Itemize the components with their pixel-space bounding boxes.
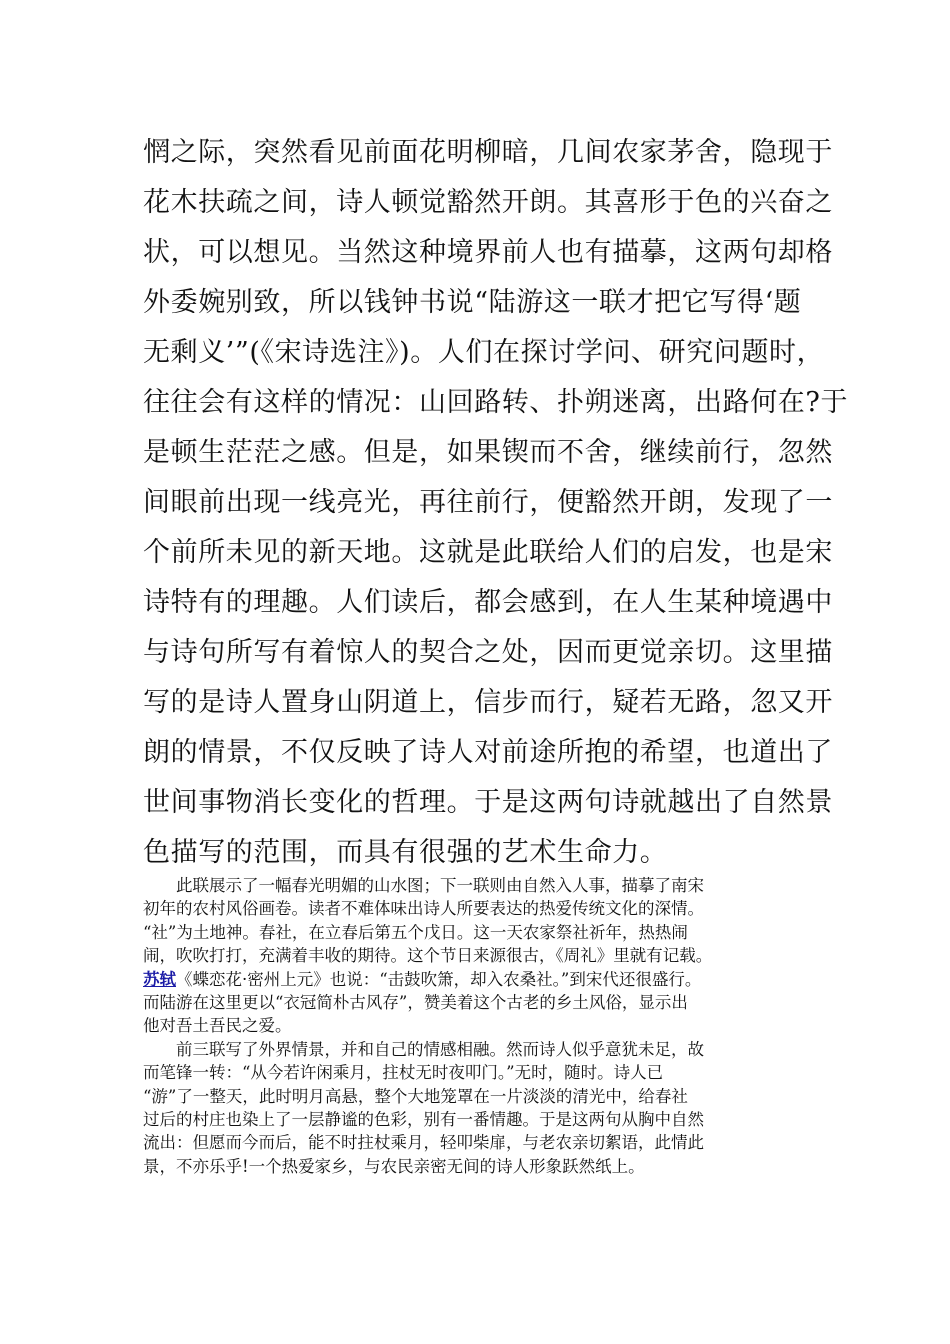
paragraph-line: “社”为土地神。春社，在立春后第五个戊日。这一天农家祭社祈年，热热闹: [143, 922, 688, 942]
main-line: 无剩义’”(《宋诗选注》)。人们在探讨学问、研究问题时，: [143, 337, 825, 368]
secondary-paragraphs: [143, 874, 813, 1178]
paragraph-line: 初年的农村风俗画卷。读者不难体味出诗人所要表达的热爱传统文化的深情。: [143, 899, 704, 919]
main-line: 世间事物消长变化的哲理。于是这两句诗就越出了自然景: [143, 787, 833, 818]
main-paragraph: [143, 128, 849, 878]
paragraph-line: 闹，吹吹打打，充满着丰收的期待。这个节日来源很古，《周礼》里就有记载。: [143, 946, 713, 966]
main-line: 外委婉别致，所以钱钟书说“陆游这一联才把它写得‘题: [143, 287, 802, 318]
paragraph-three: [143, 1038, 813, 1178]
main-line: 花木扶疏之间，诗人顿觉豁然开朗。其喜形于色的兴奋之: [143, 187, 833, 218]
su-shi-link[interactable]: 苏轼: [143, 969, 176, 989]
main-line: 诗特有的理趣。人们读后，都会感到，在人生某种境遇中: [143, 587, 833, 618]
paragraph-line: 此联展示了一幅春光明媚的山水图；下一联则由自然入人事，描摹了南宋: [143, 876, 704, 895]
main-line: 间眼前出现一线亮光，再往前行，便豁然开朗，发现了一: [143, 487, 833, 518]
paragraph-line: 过后的村庄也染上了一层静谧的色彩，别有一番情趣。于是这两句从胸中自然: [143, 1109, 704, 1129]
paragraph-line: 他对吾土吾民之爱。: [143, 1016, 292, 1036]
paragraph-line-with-link: [143, 968, 813, 991]
paragraph-line: 而陆游在这里更以“衣冠简朴古风存”，赞美着这个古老的乡土风俗，显示出: [143, 992, 688, 1012]
paragraph-two: [143, 874, 813, 1038]
main-line: 朗的情景，不仅反映了诗人对前途所抱的希望，也道出了: [143, 737, 833, 768]
main-line: 是顿生茫茫之感。但是，如果锲而不舍，继续前行，忽然: [143, 437, 833, 468]
main-line: 往往会有这样的情况：山回路转、扑朔迷离，出路何在?于: [143, 387, 849, 418]
main-line: 状，可以想见。当然这种境界前人也有描摹，这两句却格: [143, 237, 833, 268]
main-line: 个前所未见的新天地。这就是此联给人们的启发，也是宋: [143, 537, 833, 568]
paragraph-line-rest: 《蝶恋花·密州上元》也说：“击鼓吹箫，却入农桑社。”到宋代还很盛行。: [176, 969, 702, 989]
main-line: 色描写的范围，而具有很强的艺术生命力。: [143, 837, 668, 868]
main-line: 惘之际，突然看见前面花明柳暗，几间农家茅舍，隐现于: [143, 137, 833, 168]
paragraph-line: 景，不亦乐乎!一个热爱家乡，与农民亲密无间的诗人形象跃然纸上。: [143, 1156, 645, 1176]
paragraph-line: “游”了一整天，此时明月高悬，整个大地笼罩在一片淡淡的清光中，给春社: [143, 1086, 688, 1106]
main-line: 与诗句所写有着惊人的契合之处，因而更觉亲切。这里描: [143, 637, 833, 668]
paragraph-line: 而笔锋一转：“从今若许闲乘月，拄杖无时夜叩门。”无时，随时。诗人已: [143, 1063, 664, 1083]
paragraph-line: 前三联写了外界情景，并和自己的情感相融。然而诗人似乎意犹未足，故: [143, 1039, 704, 1059]
main-line: 写的是诗人置身山阴道上，信步而行，疑若无路，忽又开: [143, 687, 833, 718]
paragraph-line: 流出：但愿而今而后，能不时拄杖乘月，轻叩柴扉，与老农亲切絮语，此情此: [143, 1133, 704, 1153]
